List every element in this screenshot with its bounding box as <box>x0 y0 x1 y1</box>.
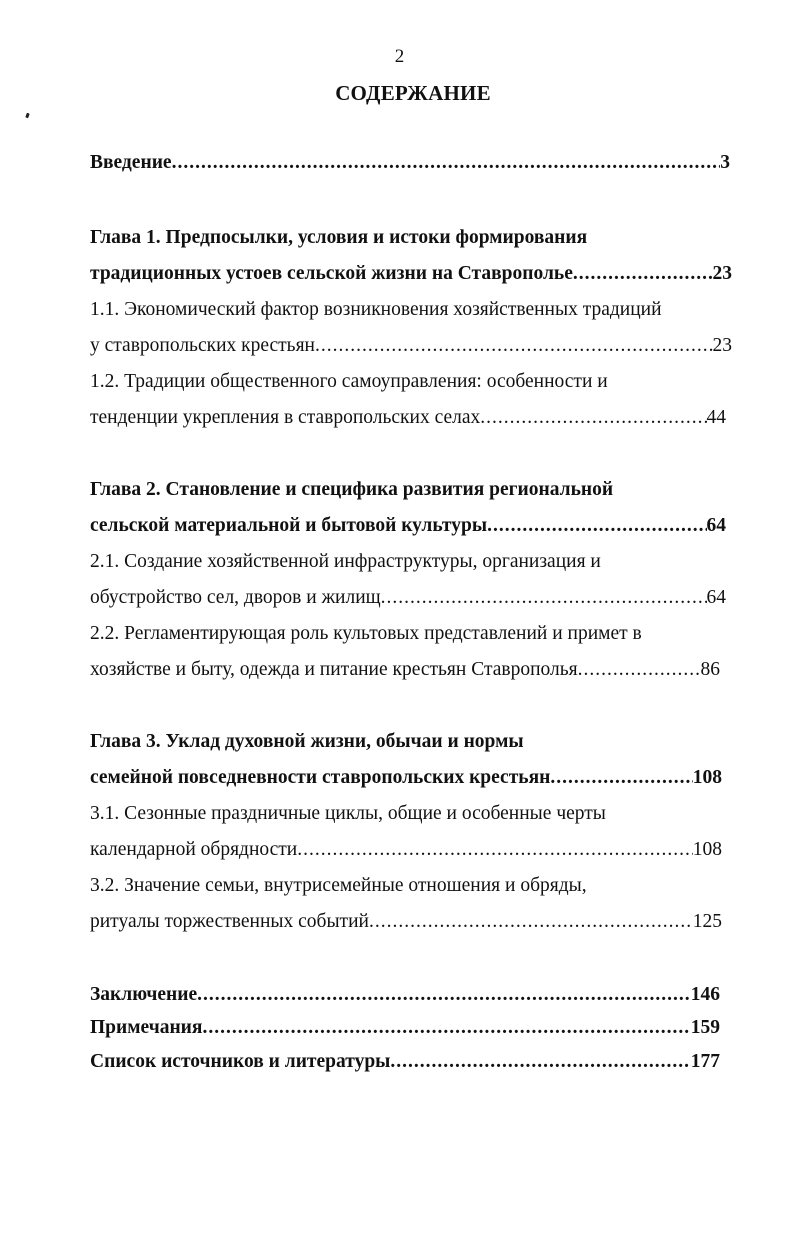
toc-label: у ставропольских крестьян <box>90 335 315 356</box>
toc-section-2-1-title: 2.1. Создание хозяйственной инфраструктуры, организация и <box>90 551 601 572</box>
toc-page-ref: 108 <box>692 839 722 860</box>
toc-label: семейной повседневности ставропольских крестьян <box>90 767 551 788</box>
leader-dots <box>480 406 706 430</box>
toc-section-2-2-title: 2.2. Регламентирующая роль культовых представлений и примет в <box>90 623 642 644</box>
toc-chapter-1-title: Глава 1. Предпосылки, условия и истоки формирования <box>90 227 588 248</box>
toc-entry-section-2-1 <box>90 586 726 610</box>
toc-entry-section-2-2 <box>90 658 720 682</box>
toc-page-ref: 64 <box>706 587 726 608</box>
toc-entry-sources <box>90 1050 720 1074</box>
leader-dots <box>390 1050 690 1074</box>
toc-label: Список источников и литературы <box>90 1051 391 1072</box>
leader-dots <box>197 983 691 1007</box>
toc-page-ref: 146 <box>690 984 720 1005</box>
toc-page-ref: 23 <box>712 263 732 284</box>
leader-dots <box>381 586 707 610</box>
toc-entry-intro <box>90 151 730 175</box>
scan-speck <box>25 113 30 119</box>
toc-page-ref: 3 <box>720 152 730 173</box>
toc-label: обустройство сел, дворов и жилищ <box>90 587 381 608</box>
leader-dots <box>369 910 693 934</box>
leader-dots <box>202 1016 690 1040</box>
toc-chapter-3-title: Глава 3. Уклад духовной жизни, обычаи и нормы <box>90 731 524 752</box>
toc-label: ритуалы торжественных событий <box>90 911 369 932</box>
toc-label: традиционных устоев сельской жизни на Ставрополье <box>90 263 573 284</box>
toc-section-3-2-title: 3.2. Значение семьи, внутрисемейные отношения и обряды, <box>90 875 587 896</box>
toc-entry-notes <box>90 1016 720 1040</box>
leader-dots <box>487 514 706 538</box>
toc-page-ref: 86 <box>700 659 720 680</box>
toc-label: Введение <box>90 152 172 173</box>
toc-entry-chapter-3 <box>90 766 722 790</box>
toc-page-ref: 23 <box>712 335 732 356</box>
page-title: СОДЕРЖАНИЕ <box>335 81 491 105</box>
toc-page-ref: 44 <box>706 407 726 428</box>
toc-section-3-1-title: 3.1. Сезонные праздничные циклы, общие и особенные черты <box>90 803 606 824</box>
toc-section-1-2-title: 1.2. Традиции общественного самоуправления: особенности и <box>90 371 608 392</box>
toc-chapter-2-title: Глава 2. Становление и специфика развития региональной <box>90 479 614 500</box>
toc-entry-section-1-2 <box>90 406 726 430</box>
toc-label: Примечания <box>90 1017 203 1038</box>
toc-page-ref: 64 <box>706 515 726 536</box>
toc-section-1-1-title: 1.1. Экономический фактор возникновения хозяйственных традиций <box>90 299 662 320</box>
toc-entry-section-1-1 <box>90 334 732 358</box>
toc-label: хозяйстве и быту, одежда и питание крестьян Ставрополья <box>90 659 578 680</box>
toc-page-ref: 159 <box>690 1017 720 1038</box>
page-number: 2 <box>394 46 405 67</box>
leader-dots <box>578 658 701 682</box>
leader-dots <box>573 262 713 286</box>
leader-dots <box>315 334 713 358</box>
toc-label: календарной обрядности <box>90 839 298 860</box>
toc-page-ref: 177 <box>690 1051 720 1072</box>
leader-dots <box>297 838 693 862</box>
toc-entry-section-3-2 <box>90 910 722 934</box>
toc-label: сельской материальной и бытовой культуры <box>90 515 488 536</box>
toc-page-ref: 108 <box>692 767 722 788</box>
toc-entry-chapter-1 <box>90 262 732 286</box>
toc-entry-conclusion <box>90 983 720 1007</box>
toc-entry-chapter-2 <box>90 514 726 538</box>
leader-dots <box>550 766 692 790</box>
toc-label: тенденции укрепления в ставропольских селах <box>90 407 481 428</box>
toc-entry-section-3-1 <box>90 838 722 862</box>
leader-dots <box>172 151 721 175</box>
toc-label: Заключение <box>90 984 198 1005</box>
toc-page-ref: 125 <box>692 911 722 932</box>
